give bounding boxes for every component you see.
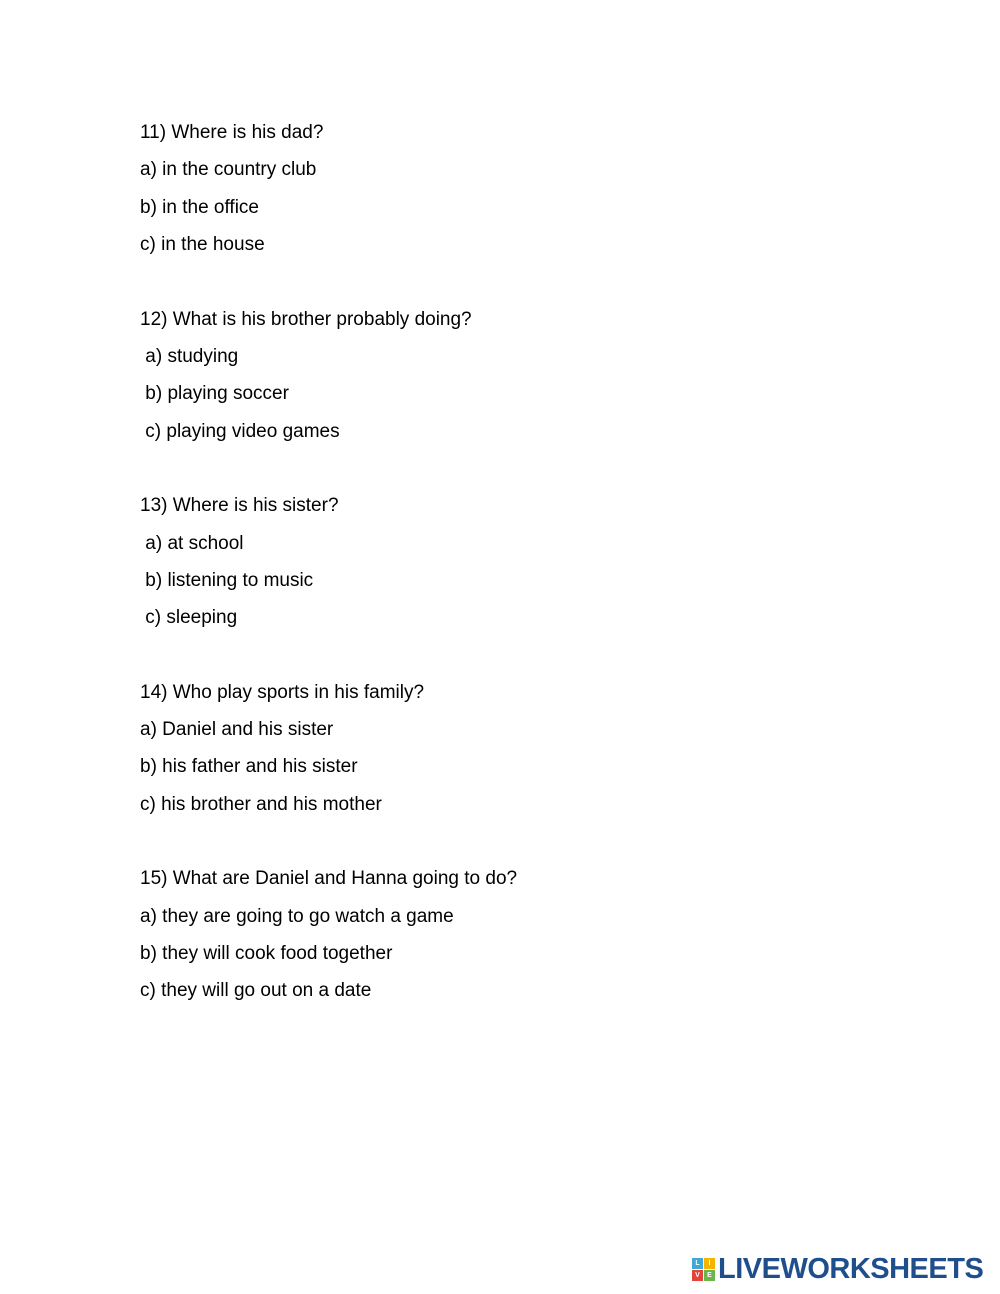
answer-option-a: a) they are going to go watch a game: [140, 905, 454, 927]
question-15: [140, 860, 900, 1010]
answer-option-a: a) in the country club: [140, 159, 317, 181]
logo-wordmark: LIVEWORKSHEETS: [718, 1253, 984, 1285]
question-13: [140, 487, 900, 637]
answer-option-b: b) in the office: [140, 196, 260, 218]
answer-option-c: c) playing video games: [140, 420, 340, 442]
logo-mark-cell: V: [692, 1270, 703, 1281]
answer-option-c: c) sleeping: [140, 607, 238, 629]
logo-mark-cell: E: [704, 1270, 715, 1281]
question-prompt: 11) Where is his dad?: [140, 122, 324, 143]
question-prompt: 13) Where is his sister?: [140, 495, 339, 517]
answer-option-c: c) they will go out on a date: [140, 980, 372, 1002]
question-12: [140, 301, 900, 451]
answer-option-c: c) in the house: [140, 234, 265, 256]
answer-option-b: b) his father and his sister: [140, 756, 358, 778]
answer-option-a: a) at school: [140, 532, 244, 554]
answer-option-a: a) studying: [140, 345, 239, 367]
answer-option-b: b) listening to music: [140, 569, 314, 591]
question-14: [140, 674, 900, 824]
worksheet-content: [140, 114, 900, 1047]
answer-option-c: c) his brother and his mother: [140, 793, 382, 815]
logo-mark-cell: I: [704, 1258, 715, 1269]
answer-option-b: b) they will cook food together: [140, 943, 393, 965]
logo-mark-icon: [692, 1258, 715, 1281]
question-prompt: 15) What are Daniel and Hanna going to do?: [140, 868, 518, 890]
answer-option-a: a) Daniel and his sister: [140, 719, 334, 741]
question-11: [140, 114, 900, 264]
question-prompt: 14) Who play sports in his family?: [140, 681, 425, 703]
question-prompt: 12) What is his brother probably doing?: [140, 308, 472, 330]
answer-option-b: b) playing soccer: [140, 383, 289, 405]
logo-mark-cell: L: [692, 1258, 703, 1269]
liveworksheets-logo: [692, 1254, 983, 1284]
